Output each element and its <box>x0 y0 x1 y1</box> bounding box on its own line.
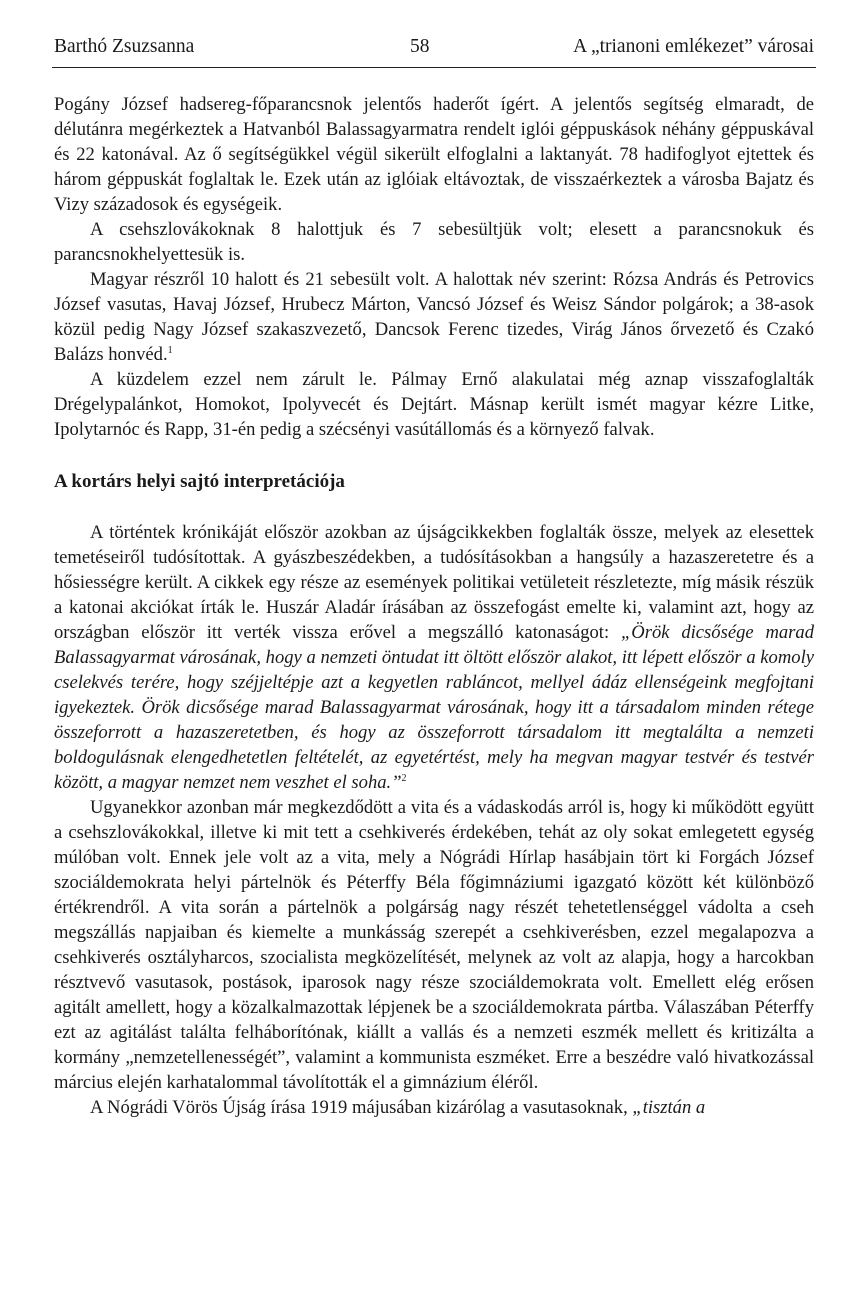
paragraph-3 <box>54 267 814 367</box>
paragraph-5 <box>54 520 814 795</box>
paragraph-5-quote: „Örök dicsősége marad Balassagyarmat városának, hogy a nemzeti öntudat itt öltött először alakot, itt lépett először a komoly cselekvés terére, hogy széjjeltépje azt a kegyetlen rabláncot, mellyel ádáz ellenségeink megfojtani igyekeztek. Örök dicsősége marad Balassagyarmat városának, hogy itt a társadalom minden rétege összeforrott a hazaszeretetben, és hogy az összeforrott társadalom itt megtalálta a nemzeti boldogulásnak elengedhetetlen feltételét, az egyetértést, mely ha megvan magyar testvér és testvér között, a magyar nemzet nem veszhet el soha.” <box>54 622 814 793</box>
paragraph-4: A küzdelem ezzel nem zárult le. Pálmay Ernő alakulatai még aznap visszafoglalták Drégelypalánkot, Homokot, Ipolyvecét és Dejtárt. Másnap került ismét magyar kézre Litke, Ipolytarnóc és Rapp, 31-én pedig a szécsényi vasútállomás és a környező falvak. <box>54 369 814 440</box>
paragraph-7-text: A Nógrádi Vörös Újság írása 1919 májusában kizárólag a vasutasoknak, <box>90 1097 633 1118</box>
heading-spacer <box>54 494 814 520</box>
paragraph-7 <box>54 1095 814 1120</box>
header-book-title: A „trianoni emlékezet” városai <box>573 36 814 57</box>
paragraph-7-quote: „tisztán a <box>632 1097 706 1118</box>
footnote-ref-2: 2 <box>401 773 407 784</box>
paragraph-3-text: Magyar részről 10 halott és 21 sebesült volt. A halottak név szerint: Rózsa András és Petrovics József vasutas, Havaj József, Hrubecz Márton, Vancsó József és Weisz Sándor polgárok; a 38-asok közül pedig Nagy József szakaszvezető, Dancsok Ferenc tizedes, Virág János őrvezető és Czakó Balázs honvéd. <box>54 269 814 365</box>
paragraph-6: Ugyanekkor azonban már megkezdődött a vita és a vádaskodás arról is, hogy ki működött együtt a csehszlovákokkal, illetve ki mit tett a csehkiverés érdekében, tehát az oly sokat emlegetett egység múlóban volt. Ennek jele volt az a vita, mely a Nógrádi Hírlap hasábjain tört ki Forgách József szociáldemokrata helyi pártelnök és Péterffy Béla főgimnáziumi igazgató között két különböző értékrendről. A vita során a pártelnök a polgárság nagy részét tehetetlenséggel vádolta a cseh megszállás napjaiban és kiemelte a munkásság szerepét a csehkiverésben, ezzel megalapozva a csehkiverés osztályharcos, szocialista megközelítését, melynek az volt az alapja, hogy a harcokban résztvevő vasutasok, postások, iparosok nagy része szociáldemokrata volt. Emellett elég erősen agitált amellett, hogy a közalkalmazottak lépjenek be a szociáldemokrata pártba. Válaszában Péterffy ezt az agitálást találta felháborítónak, kiállt a vallás és a nemzeti eszmék mellett és kritizálta a kormány „nemzetellenességét”, valamint a kommunista eszméket. Erre a beszédre való hivatkozással március elején karhatalommal távolították el a gimnázium éléről. <box>54 797 814 1093</box>
footnote-ref-1: 1 <box>167 345 173 356</box>
section-heading: A kortárs helyi sajtó interpretációja <box>54 471 345 492</box>
page-number: 58 <box>410 36 430 57</box>
header-author: Barthó Zsuzsanna <box>54 36 195 57</box>
running-header <box>54 36 814 68</box>
paragraph-5-text: A történtek krónikáját először azokban az újságcikkekben foglalták össze, melyek az elesettek temetéseiről tudósítottak. A gyászbeszédekben, a tudósításokban a hangsúly a hazaszeretetre és a hősiességre került. A cikkek egy része az események politikai vetületeit részletezte, míg másik részük a katonai akciókat írták le. Huszár Aladár írásában az összefogást emelte ki, valamint azt, hogy az országban először itt verték vissza erővel a megszálló katonaságot: <box>54 522 814 643</box>
paragraph-1: Pogány József hadsereg-főparancsnok jelentős haderőt ígért. A jelentős segítség elmaradt, de délutánra megérkeztek a Hatvanból Balassagyarmatra rendelt iglói géppuskások néhány géppuskával és 22 katonával. Az ő segítségükkel végül sikerült elfoglalni a laktanyát. 78 hadifoglyot ejtettek és három géppuskát foglaltak le. Ezek után az iglóiak eltávoztak, de visszaérkeztek a városba Bajatz és Vizy századosok és egységeik. <box>54 94 814 215</box>
page-body <box>54 92 814 1120</box>
header-rule <box>52 67 816 68</box>
paragraph-2: A csehszlovákoknak 8 halottjuk és 7 sebesültjük volt; elesett a parancsnokuk és parancsnokhelyettesük is. <box>54 219 814 265</box>
